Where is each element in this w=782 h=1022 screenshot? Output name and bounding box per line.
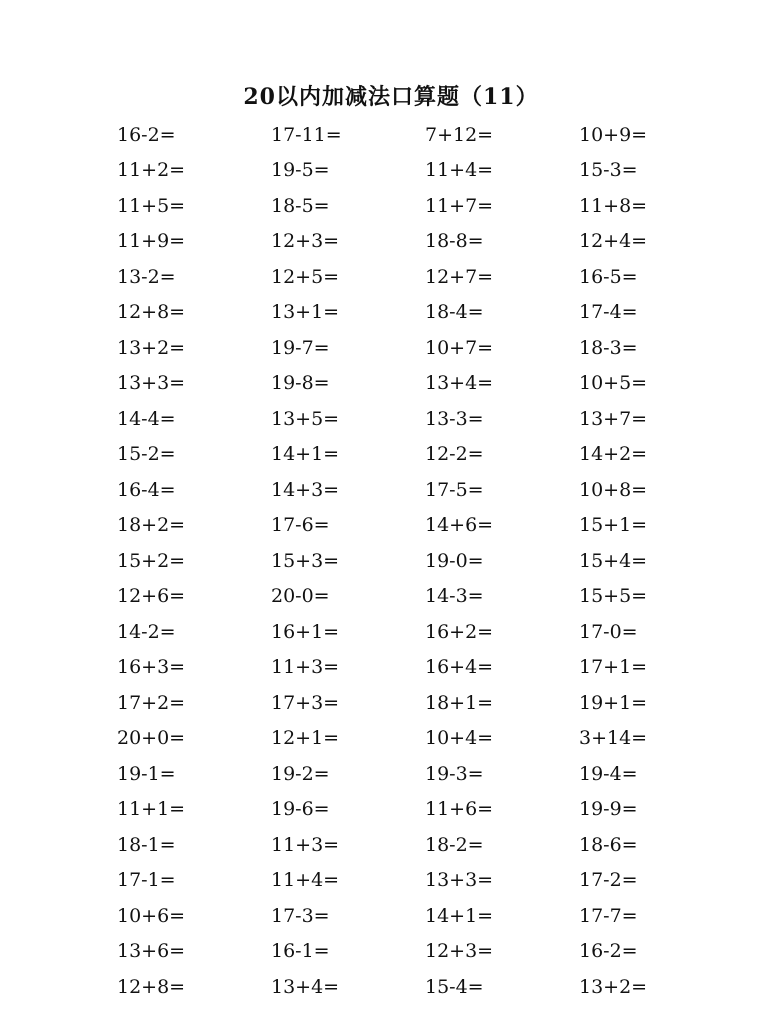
math-problem: 11+4= <box>271 869 340 892</box>
problem-row <box>117 863 757 899</box>
problem-row <box>117 437 757 473</box>
math-problem: 11+6= <box>425 798 494 821</box>
math-problem: 19-2= <box>271 762 330 785</box>
math-problem: 13+3= <box>425 869 494 892</box>
problem-row <box>117 330 757 366</box>
math-problem: 10+6= <box>117 904 186 927</box>
math-problem: 12-2= <box>425 443 484 466</box>
math-problem: 14+2= <box>579 443 648 466</box>
math-problem: 17+1= <box>579 656 648 679</box>
problem-row <box>117 898 757 934</box>
math-problem: 19-6= <box>271 798 330 821</box>
math-problem: 17-2= <box>579 869 638 892</box>
math-problem: 16-2= <box>117 123 176 146</box>
math-problem: 18-8= <box>425 230 484 253</box>
math-problem: 13+2= <box>117 336 186 359</box>
page-title: 20以内加减法口算题（11） <box>243 84 539 110</box>
math-problem: 11+5= <box>117 194 186 217</box>
math-problem: 19-7= <box>271 336 330 359</box>
math-problem: 19-1= <box>117 762 176 785</box>
math-problem: 15-3= <box>579 159 638 182</box>
math-problem: 11+3= <box>271 833 340 856</box>
math-problem: 18-1= <box>117 833 176 856</box>
math-problem: 19+1= <box>579 691 648 714</box>
math-problem: 18-6= <box>579 833 638 856</box>
problem-row <box>117 366 757 402</box>
math-problem: 17-4= <box>579 301 638 324</box>
math-problem: 13-3= <box>425 407 484 430</box>
math-problem: 17-11= <box>271 123 342 146</box>
math-problem: 11+2= <box>117 159 186 182</box>
math-problem: 11+8= <box>579 194 648 217</box>
math-problem: 16+3= <box>117 656 186 679</box>
math-problem: 15-2= <box>117 443 176 466</box>
math-problem: 12+5= <box>271 265 340 288</box>
math-problem: 18+1= <box>425 691 494 714</box>
problem-row <box>117 934 757 970</box>
math-problem: 11+9= <box>117 230 186 253</box>
math-problem: 12+7= <box>425 265 494 288</box>
math-problem: 13-2= <box>117 265 176 288</box>
problem-row <box>117 827 757 863</box>
math-problem: 15+4= <box>579 549 648 572</box>
problem-row <box>117 579 757 615</box>
math-problem: 12+4= <box>579 230 648 253</box>
math-problem: 12+8= <box>117 301 186 324</box>
math-problem: 12+1= <box>271 727 340 750</box>
math-problem: 13+6= <box>117 940 186 963</box>
math-problem: 12+8= <box>117 975 186 998</box>
problem-row <box>117 969 757 1005</box>
math-problem: 14+3= <box>271 478 340 501</box>
math-problem: 15+3= <box>271 549 340 572</box>
math-problem: 16-4= <box>117 478 176 501</box>
math-problem: 14-2= <box>117 620 176 643</box>
math-problem: 13+4= <box>425 372 494 395</box>
math-problem: 18+2= <box>117 514 186 537</box>
math-problem: 17-3= <box>271 904 330 927</box>
problem-row <box>117 188 757 224</box>
math-problem: 13+5= <box>271 407 340 430</box>
math-problem: 3+14= <box>579 727 648 750</box>
math-problem: 14+6= <box>425 514 494 537</box>
math-problem: 18-2= <box>425 833 484 856</box>
problem-row <box>117 401 757 437</box>
problem-row <box>117 472 757 508</box>
math-problem: 11+1= <box>117 798 186 821</box>
math-problem: 19-3= <box>425 762 484 785</box>
math-problem: 16+2= <box>425 620 494 643</box>
problem-row <box>117 508 757 544</box>
math-problem: 17+3= <box>271 691 340 714</box>
math-problem: 12+6= <box>117 585 186 608</box>
problem-row <box>117 117 757 153</box>
math-problem: 18-5= <box>271 194 330 217</box>
problem-grid <box>117 117 757 1005</box>
problem-row <box>117 792 757 828</box>
math-problem: 17+2= <box>117 691 186 714</box>
math-problem: 10+9= <box>579 123 648 146</box>
math-problem: 14+1= <box>271 443 340 466</box>
math-problem: 15-4= <box>425 975 484 998</box>
math-problem: 12+3= <box>271 230 340 253</box>
math-problem: 19-0= <box>425 549 484 572</box>
problem-row <box>117 224 757 260</box>
math-problem: 13+7= <box>579 407 648 430</box>
math-problem: 16-5= <box>579 265 638 288</box>
math-problem: 12+3= <box>425 940 494 963</box>
math-problem: 11+4= <box>425 159 494 182</box>
problem-row <box>117 543 757 579</box>
problem-row <box>117 756 757 792</box>
math-problem: 10+7= <box>425 336 494 359</box>
problem-row <box>117 153 757 189</box>
problem-row <box>117 614 757 650</box>
math-problem: 15+5= <box>579 585 648 608</box>
math-problem: 15+2= <box>117 549 186 572</box>
math-problem: 20-0= <box>271 585 330 608</box>
math-problem: 13+1= <box>271 301 340 324</box>
math-problem: 16+4= <box>425 656 494 679</box>
math-problem: 17-5= <box>425 478 484 501</box>
math-problem: 10+4= <box>425 727 494 750</box>
math-problem: 17-6= <box>271 514 330 537</box>
math-problem: 7+12= <box>425 123 494 146</box>
math-problem: 19-4= <box>579 762 638 785</box>
math-problem: 13+2= <box>579 975 648 998</box>
math-problem: 11+7= <box>425 194 494 217</box>
problem-row <box>117 685 757 721</box>
math-problem: 18-3= <box>579 336 638 359</box>
problem-row <box>117 259 757 295</box>
math-problem: 19-8= <box>271 372 330 395</box>
math-problem: 13+4= <box>271 975 340 998</box>
math-problem: 10+8= <box>579 478 648 501</box>
math-problem: 16-1= <box>271 940 330 963</box>
math-problem: 18-4= <box>425 301 484 324</box>
math-problem: 17-7= <box>579 904 638 927</box>
math-problem: 17-0= <box>579 620 638 643</box>
math-problem: 14+1= <box>425 904 494 927</box>
math-problem: 19-5= <box>271 159 330 182</box>
math-problem: 17-1= <box>117 869 176 892</box>
math-problem: 15+1= <box>579 514 648 537</box>
math-problem: 16+1= <box>271 620 340 643</box>
math-problem: 19-9= <box>579 798 638 821</box>
problem-row <box>117 721 757 757</box>
math-problem: 14-3= <box>425 585 484 608</box>
math-problem: 20+0= <box>117 727 186 750</box>
math-problem: 14-4= <box>117 407 176 430</box>
problem-row <box>117 650 757 686</box>
problem-row <box>117 295 757 331</box>
math-problem: 11+3= <box>271 656 340 679</box>
math-problem: 16-2= <box>579 940 638 963</box>
math-problem: 13+3= <box>117 372 186 395</box>
math-problem: 10+5= <box>579 372 648 395</box>
